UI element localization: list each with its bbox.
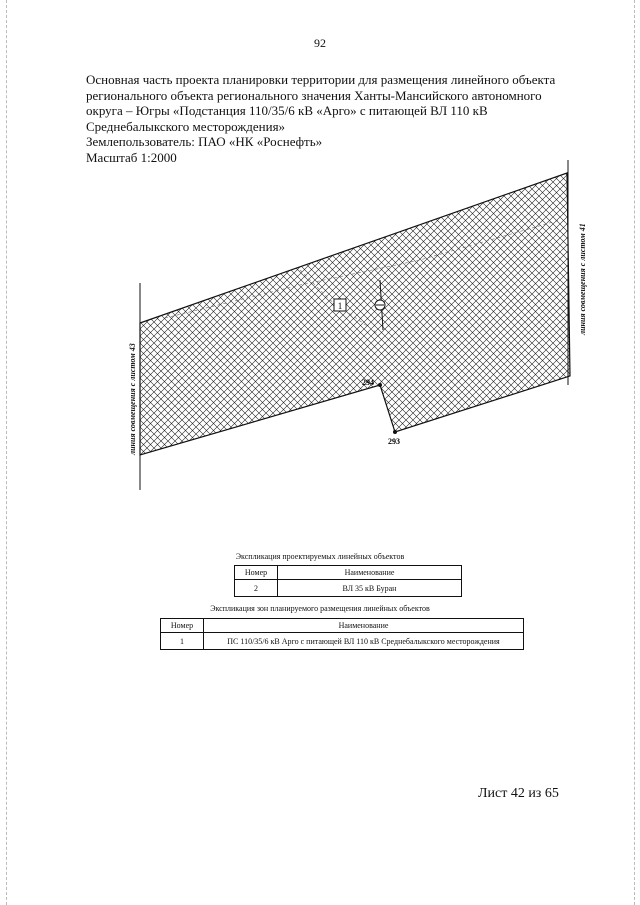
heading-line-3: округа – Югры «Подстанция 110/35/6 кВ «Арго» с питающей ВЛ 110 кВ <box>86 103 488 118</box>
linear-objects-caption: Экспликация проектируемых линейных объектов <box>235 552 405 561</box>
table-header-number: Номер <box>161 619 204 633</box>
zone-number: 1 <box>337 301 343 311</box>
left-alignment-label: линия совмещения с листом 43 <box>128 343 137 455</box>
heading-line-1: Основная часть проекта планировки территории для размещения линейного объекта <box>86 72 556 87</box>
land-user-line: Землепользователь: ПАО «НК «Роснефть» <box>86 134 323 149</box>
boundary-point-294 <box>378 383 382 387</box>
table-cell-name: ПС 110/35/6 кВ Арго с питающей ВЛ 110 кВ Среднебалыкского месторождения <box>204 633 524 650</box>
scale-line: Масштаб 1:2000 <box>86 149 177 165</box>
zones-table <box>160 618 524 650</box>
boundary-point-293 <box>393 430 397 434</box>
linear-objects-table <box>234 565 462 597</box>
point-label-294: 294 <box>362 378 374 387</box>
table-cell-name: ВЛ 35 кВ Буран <box>278 580 462 597</box>
table-row <box>161 633 524 650</box>
point-label-293: 293 <box>388 437 400 446</box>
table-header-name: Наименование <box>204 619 524 633</box>
heading-line-4: Среднебалыкского месторождения» <box>86 118 286 134</box>
table-cell-number: 2 <box>235 580 278 597</box>
table-header-number: Номер <box>235 566 278 580</box>
table-header-name: Наименование <box>278 566 462 580</box>
planned-zone-area <box>140 173 570 455</box>
table-cell-number: 1 <box>161 633 204 650</box>
right-alignment-label: линия совмещения с листом 41 <box>578 223 587 335</box>
table-row <box>235 580 462 597</box>
page-number: 92 <box>314 36 326 50</box>
sheet-label: Лист 42 из 65 <box>478 786 559 801</box>
zones-caption: Экспликация зон планируемого размещения линейных объектов <box>210 604 430 613</box>
heading-line-2: регионального объекта регионального значения Ханты-Мансийского автономного <box>86 87 542 103</box>
